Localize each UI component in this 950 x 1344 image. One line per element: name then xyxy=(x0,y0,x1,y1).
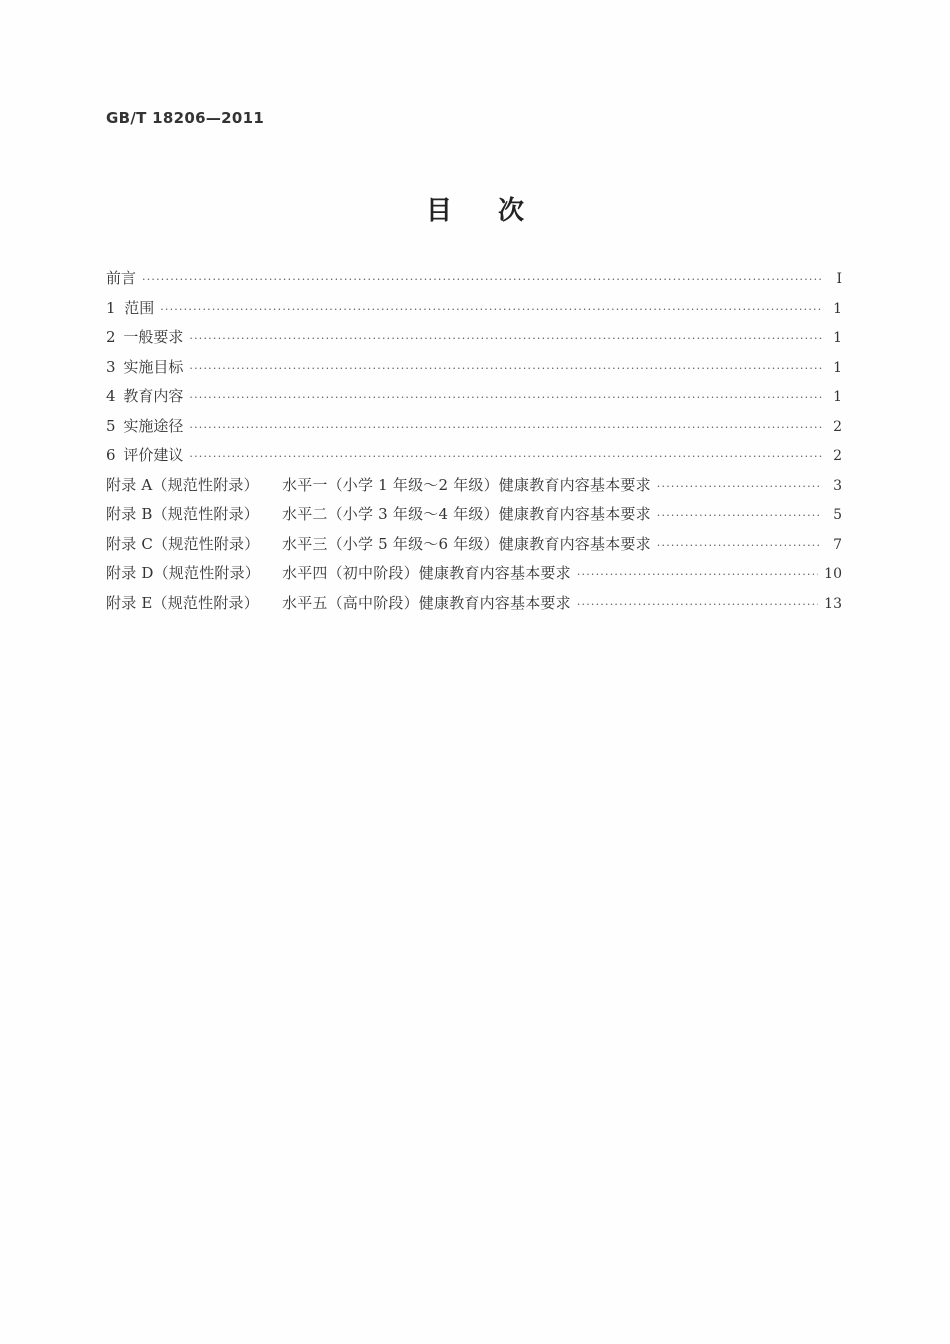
dot-leader xyxy=(577,598,818,611)
toc-entry-content[interactable] xyxy=(106,385,842,415)
dot-leader xyxy=(189,362,822,375)
toc-entry-label xyxy=(106,503,651,524)
toc-entry-page: 1 xyxy=(833,330,842,346)
appendix-id: 附录 E（规范性附录） xyxy=(106,593,259,612)
toc-entry-appendix-c[interactable] xyxy=(106,533,842,563)
toc-entry-page: Ⅰ xyxy=(836,271,842,287)
toc-entry-number: 2 xyxy=(106,328,116,346)
toc-entry-page: 5 xyxy=(833,507,842,523)
toc-entry-label: 实施目标 xyxy=(123,357,184,376)
toc-entry-label: 教育内容 xyxy=(123,387,184,405)
toc-entry-page: 2 xyxy=(833,448,842,464)
dot-leader xyxy=(160,303,822,316)
toc-entry-page: 13 xyxy=(824,595,842,612)
toc-title: 目次 xyxy=(425,196,570,226)
toc-entry-approaches[interactable] xyxy=(106,415,842,445)
standard-code: GB/T 18206—2011 xyxy=(106,109,265,127)
dot-leader xyxy=(657,480,822,493)
dot-leader xyxy=(189,391,822,404)
dot-leader xyxy=(189,450,822,463)
toc-entry-page: 3 xyxy=(833,477,842,494)
toc-entry-objectives[interactable] xyxy=(106,356,842,386)
toc-entry-number: 6 xyxy=(106,446,116,464)
toc-entry-scope[interactable] xyxy=(106,297,842,327)
toc-entry-label: 前言 xyxy=(106,269,137,287)
appendix-title: 水平二（小学 3 年级～4 年级）健康教育内容基本要求 xyxy=(282,505,651,523)
toc-entry-label: 实施途径 xyxy=(123,416,184,435)
toc-entry-page: 1 xyxy=(833,389,842,405)
table-of-contents xyxy=(106,267,842,621)
toc-entry-number: 3 xyxy=(106,357,116,376)
toc-entry-label xyxy=(106,562,571,583)
toc-entry-label: 一般要求 xyxy=(123,328,184,346)
toc-entry-page: 10 xyxy=(824,566,842,582)
toc-entry-label: 范围 xyxy=(124,298,155,317)
toc-entry-foreword[interactable] xyxy=(106,267,842,297)
dot-leader xyxy=(657,509,822,522)
appendix-title: 水平三（小学 5 年级～6 年级）健康教育内容基本要求 xyxy=(282,534,651,553)
appendix-title: 水平四（初中阶段）健康教育内容基本要求 xyxy=(282,564,571,582)
dot-leader xyxy=(142,273,822,286)
toc-entry-number: 1 xyxy=(106,298,116,317)
toc-entry-appendix-a[interactable] xyxy=(106,474,842,504)
toc-entry-number: 4 xyxy=(106,387,116,405)
toc-entry-label xyxy=(106,474,651,495)
dot-leader xyxy=(189,421,822,434)
toc-entry-general-requirements[interactable] xyxy=(106,326,842,356)
toc-entry-page: 2 xyxy=(833,418,842,435)
appendix-id: 附录 B（规范性附录） xyxy=(106,505,259,523)
toc-entry-appendix-e[interactable] xyxy=(106,592,842,622)
dot-leader xyxy=(189,332,822,345)
dot-leader xyxy=(577,568,818,581)
appendix-title: 水平五（高中阶段）健康教育内容基本要求 xyxy=(282,593,571,612)
toc-entry-label xyxy=(106,533,651,554)
toc-entry-page: 1 xyxy=(833,300,842,317)
appendix-id: 附录 D（规范性附录） xyxy=(106,564,260,582)
toc-entry-page: 1 xyxy=(833,359,842,376)
toc-entry-appendix-d[interactable] xyxy=(106,562,842,592)
toc-entry-label: 评价建议 xyxy=(123,446,184,464)
appendix-id: 附录 A（规范性附录） xyxy=(106,475,259,494)
appendix-id: 附录 C（规范性附录） xyxy=(106,534,260,553)
toc-entry-appendix-b[interactable] xyxy=(106,503,842,533)
toc-entry-number: 5 xyxy=(106,416,116,435)
toc-entry-page: 7 xyxy=(833,536,842,553)
dot-leader xyxy=(657,539,822,552)
toc-entry-evaluation[interactable] xyxy=(106,444,842,474)
toc-entry-label xyxy=(106,592,571,613)
appendix-title: 水平一（小学 1 年级～2 年级）健康教育内容基本要求 xyxy=(282,475,651,494)
